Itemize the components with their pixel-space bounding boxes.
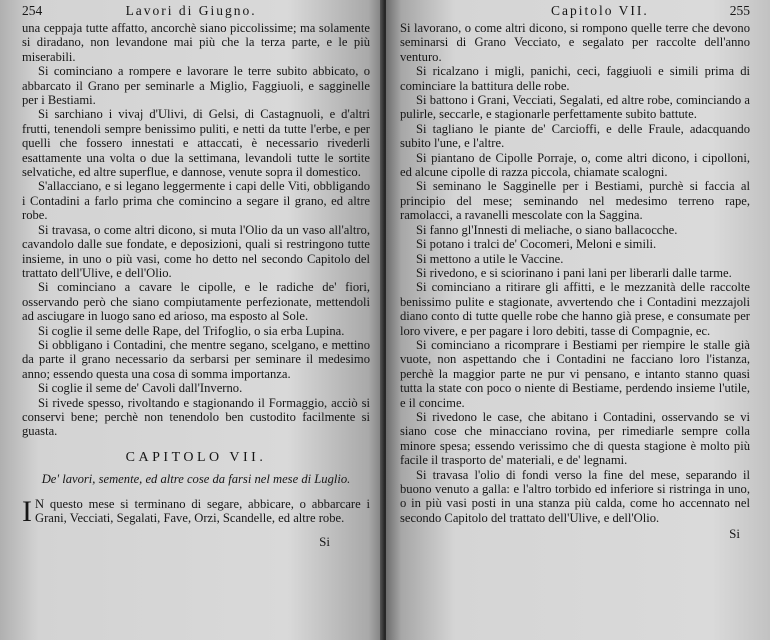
left-page-number: 254 — [22, 3, 43, 18]
paragraph: Si coglie il seme delle Rape, del Trifoglio, o sia erba Lupina. — [38, 323, 345, 338]
paragraph: Si sarchiano i vivaj d'Ulivi, di Gelsi, di Castagnuoli, e d'altri frutti, tenendoli sempre benissimo puliti, e netti da tutte l'erbe, e per quelli che fossero innestati e attaccati, è necessario rivederli esattamente una volta o due la settimana, levandoli tutte le sortite selvatiche, ed altre superflue, e dannose, venute sopra il domestico. — [22, 107, 370, 180]
paragraph: Si rivedono le case, che abitano i Contadini, osservando se vi siano cose che minacciano rovina, per rimediarle sempre colla minore spesa; essendo verissimo che di questa stagione è molto più facile il trasporto de' materiali, e de' legnami. — [400, 409, 750, 468]
paragraph: Si obbligano i Contadini, che mentre segano, scelgano, e mettino da parte il grano necessario da serbarsi per seminare il medesimo anno; essendo questa una cosa di somma importanza. — [22, 337, 370, 381]
paragraph: Si piantano de Cipolle Porraje, o, come altri dicono, i cipolloni, ed alcune cipolle di razza piccola, chiamate scalogni. — [400, 150, 750, 180]
paragraph: Si coglie il seme de' Cavoli dall'Inverno. — [38, 381, 243, 396]
right-page — [386, 0, 770, 640]
paragraph: Si cominciano a cavare le cipolle, e le radiche de' fiori, osservando però che siano compiutamente perfezionate, mettendoli ad asciugare in luogo sano ed arioso, ma esposto al Sole. — [22, 280, 370, 324]
paragraph: Si battono i Grani, Vecciati, Segalati, ed altre robe, cominciando a pulirle, seccarle, e stagionarle perfettamente subito battute. — [400, 93, 750, 122]
paragraph: Si potano i tralci de' Cocomeri, Meloni e simili. — [416, 237, 657, 252]
paragraph: Si ricalzano i migli, panichi, ceci, faggiuoli e simili prima di cominciare la battitura delle robe. — [400, 64, 750, 93]
left-page — [0, 0, 384, 640]
paragraph: Si travasa, o come altri dicono, si muta l'Olio da un vaso all'altro, cavandolo dalle sue fondate, e deposizioni, quali si restringono tutte insieme, in uno o più vasi, come ho detto nel secondo Capitolo del trattato dell'Ulive, e dell'Olio. — [22, 222, 370, 280]
right-catchword: Si — [729, 526, 740, 542]
left-running-header — [22, 4, 370, 20]
chapter-opening — [22, 494, 370, 528]
right-running-header — [400, 4, 750, 20]
paragraph: Si lavorano, o come altri dicono, si rompono quelle terre che devono seminarsi di Grano Vecciato, e segalato per raccolte dell'anno venturo. — [400, 21, 750, 64]
paragraph: S'allacciano, e si legano leggermente i capi delle Viti, obbligando i Contadini a farlo prima che comincino a segare il grano, ed altre robe. — [22, 179, 370, 223]
right-running-title: Capitolo VII. — [551, 3, 649, 18]
chapter-opening-text: N questo mese si terminano di segare, abbicare, o abbarcare i Grani, Vecciati, Segalati, Fave, Orzi, Scandelle, ed altre robe. — [35, 496, 370, 525]
chapter-heading: CAPITOLO VII. — [125, 449, 267, 465]
right-page-text — [400, 4, 750, 542]
paragraph: Si cominciano a ricomprare i Bestiami per riempire le stalle già vuote, non aspettando che i Contadini ne facciano loro l'istanza, perchè la maggior parte ne pur vi pensano, e intanto stanno quasi tutta la state con poco o niente di Bestiame, perdendo insieme l'utile, e il concime. — [400, 337, 750, 410]
paragraph: Si seminano le Sagginelle per i Bestiami, purchè si faccia al principio del mese; seminando nel medesimo terreno rape, ramolacci, a ravanelli mescolate con la Saggina. — [400, 179, 750, 223]
paragraph: Si tagliano le piante de' Carcioffi, e delle Fraule, adacquando subito l'une, e l'altre. — [400, 121, 750, 151]
paragraph: Si fanno gl'Innesti di meliache, o siano ballacocche. — [416, 222, 678, 237]
left-catchword: Si — [319, 534, 330, 550]
paragraph: Si travasa l'olio di fondi verso la fine del mese, separando il buono venuto a galla: e l'altro torbido ed inferiore si ristringa in uno, o in più vasi posti in una stanza più calda, come ho accennato nel secondo Capitolo del trattato dell'Ulive, e dell'Olio. — [400, 467, 750, 525]
paragraph: Si cominciano a rompere e lavorare le terre subito abbicato, o abbarcato il Grano per seminarle a Miglio, Faggiuoli, e sagginelle per i Bestiami. — [22, 64, 370, 108]
paragraph: Si rivede spesso, rivoltando e stagionando il Formaggio, acciò si conservi bene; perchè non tenendolo ben custodito facilmente si guasta. — [22, 395, 370, 439]
paragraph: Si rivedono, e si sciorinano i pani lani per liberarli dalle tarme. — [416, 265, 732, 280]
chapter-subtitle: De' lavori, semente, ed altre cose da farsi nel mese di Luglio. — [41, 472, 351, 487]
right-page-number: 255 — [729, 3, 750, 18]
paragraph: una ceppaja tutte affatto, ancorchè siano piccolissime; ma solamente si diradano, non levandone mai più che la terza parte, e le più miserabili. — [22, 21, 370, 64]
paragraph: Si mettono a utile le Vaccine. — [416, 251, 564, 266]
paragraph: Si cominciano a ritirare gli affitti, e le mezzanità delle raccolte benissimo pulite e stagionate, avvertendo che i Contadini mezzajoli diano conto di tutte quelle robe che hanno già prese, e consumate per loro vivere, e per pagare i loro debiti, tasse di Compagnie, ec. — [400, 280, 750, 338]
left-page-text — [22, 4, 370, 550]
left-running-title: Lavori di Giugno. — [125, 3, 257, 18]
drop-cap: I — [22, 494, 32, 528]
